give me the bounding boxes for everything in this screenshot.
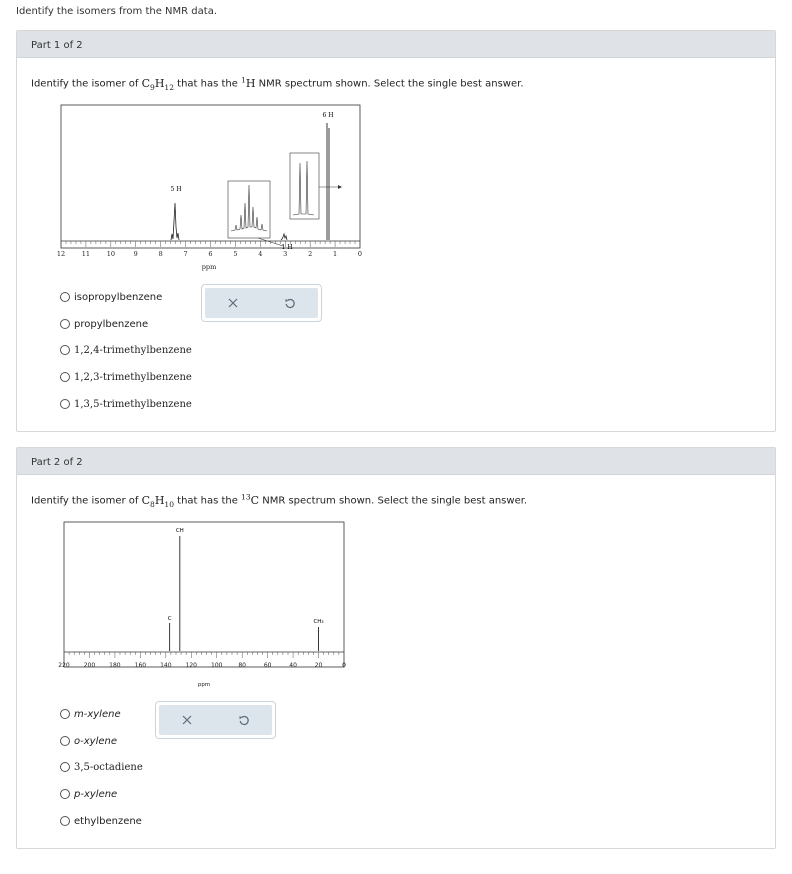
tick-label: 140 [160,662,172,669]
tick-label: 7 [183,250,188,258]
option-35-octadiene[interactable]: 3,5-octadiene [60,760,143,774]
radio-button[interactable] [60,816,70,826]
tick-label: 3 [283,250,288,258]
tick-label: 20 [314,662,323,669]
tick-label: 8 [158,250,163,258]
option-123-trimethylbenzene[interactable]: 1,2,3-trimethylbenzene [60,370,192,384]
tick-label: 160 [134,662,147,669]
h-nmr-spectrum [55,103,375,273]
peak-aromatic [171,203,179,240]
option-ethylbenzene[interactable]: ethylbenzene [60,814,142,828]
answer-toolbar [201,284,322,322]
peak-label-5h: 5 H [170,186,182,193]
option-m-xylene[interactable]: m-xylene [60,707,121,721]
tick-label: 0 [342,662,346,669]
option-p-xylene[interactable]: p-xylene [60,787,117,801]
tick-label: 4 [258,250,263,258]
clear-button[interactable] [224,294,242,312]
peak-label-6h: 6 H [322,112,334,119]
answer-toolbar [155,701,276,739]
part2-card [16,447,776,849]
minor-ticks [64,652,344,658]
tick-label: 100 [211,662,223,669]
tick-label: 9 [133,250,138,258]
peak-label-ch3: CH₃ [313,619,324,625]
tick-label: 200 [83,662,96,669]
tick-labels [57,250,362,258]
inset-septet-pointer [258,238,283,246]
reset-button[interactable] [281,294,299,312]
part1-header: Part 1 of 2 [17,31,775,58]
clear-button[interactable] [178,711,196,729]
radio-button[interactable] [60,372,70,382]
spectrum-frame [64,522,344,667]
x-icon [181,714,193,726]
peak-methine [281,234,287,240]
tick-label: 1 [333,250,338,258]
inset-doublet [290,153,319,219]
tick-label: 80 [238,662,247,669]
radio-button[interactable] [60,399,70,409]
tick-label: 12 [56,250,66,258]
option-135-trimethylbenzene[interactable]: 1,3,5-trimethylbenzene [60,397,192,411]
undo-icon [238,714,250,726]
peak-label-1h: 1 H [281,244,293,251]
tick-label: 180 [109,662,121,669]
x-icon [227,297,239,309]
tick-label: 2 [308,250,313,258]
tick-label: 60 [263,662,272,669]
radio-button[interactable] [60,736,70,746]
option-propylbenzene[interactable]: propylbenzene [60,317,148,331]
tick-labels [58,662,346,669]
reset-button[interactable] [235,711,253,729]
tick-label: 220 [58,662,70,669]
option-isopropylbenzene[interactable]: isopropylbenzene [60,290,162,304]
tick-label: 10 [106,250,115,258]
axis-label: ppm [201,263,217,271]
peak-label-c: C [167,616,172,622]
option-o-xylene[interactable]: o-xylene [60,734,117,748]
tick-label: 11 [81,250,91,258]
radio-button[interactable] [60,292,70,302]
tick-label: 5 [233,250,238,258]
c13-nmr-spectrum [55,520,355,690]
peak-label-ch: CH [175,528,184,534]
arrowhead [338,185,342,189]
axis-label: ppm [197,682,211,688]
instructions: Identify the isomers from the NMR data. [16,6,217,17]
part2-header: Part 2 of 2 [17,448,775,475]
part2-prompt: Identify the isomer of $C_8H_{10}$ that has the $^{13}$C NMR spectrum shown. Select the single best answer. [31,492,528,509]
radio-button[interactable] [60,789,70,799]
tick-label: 6 [208,250,213,258]
radio-button[interactable] [60,709,70,719]
tick-label: 0 [357,250,363,258]
part1-prompt: Identify the isomer of $C_9H_{12}$ that has the $^1$H NMR spectrum shown. Select the single best answer. [31,75,524,92]
part1-card [16,30,776,432]
tick-label: 40 [289,662,297,669]
undo-icon [284,297,296,309]
radio-button[interactable] [60,345,70,355]
minor-ticks [61,241,360,247]
option-124-trimethylbenzene[interactable]: 1,2,4-trimethylbenzene [60,343,192,357]
radio-button[interactable] [60,762,70,772]
radio-button[interactable] [60,319,70,329]
tick-label: 120 [185,662,197,669]
